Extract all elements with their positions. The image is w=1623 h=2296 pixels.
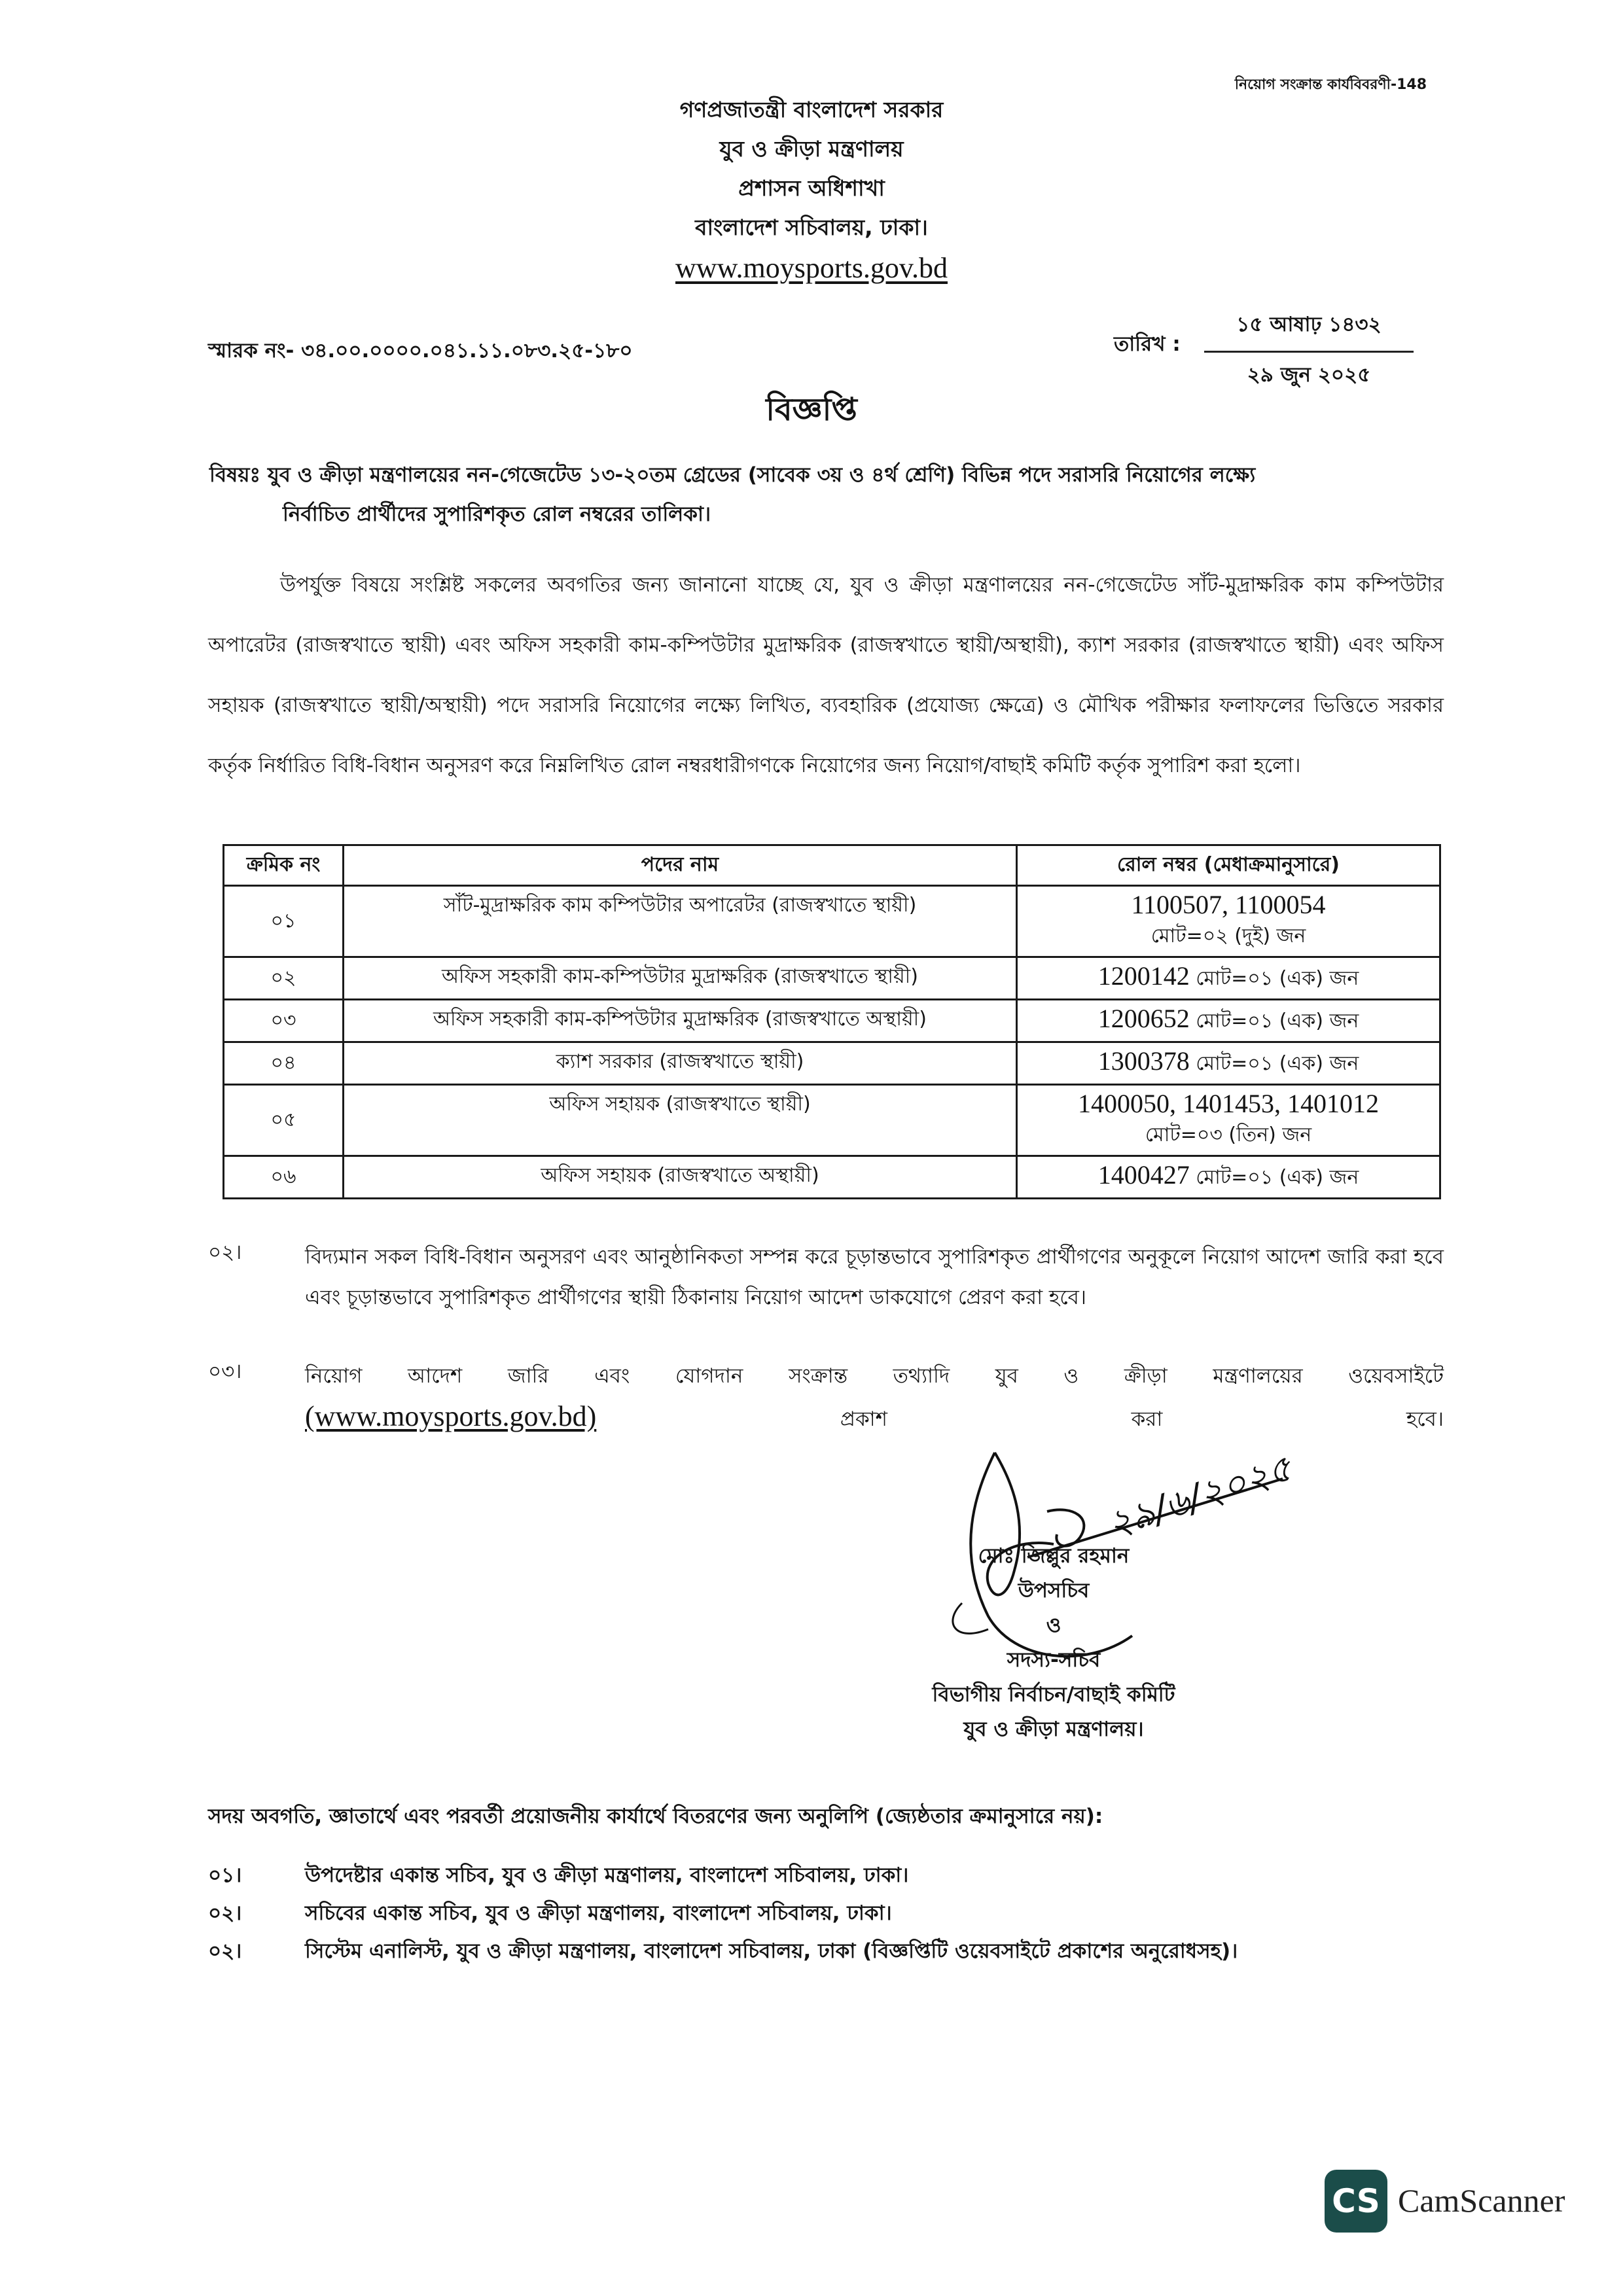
roll-numbers: 1400427	[1097, 1160, 1190, 1190]
website-inline-link[interactable]: (www.moysports.gov.bd)	[305, 1400, 597, 1432]
paragraph-2	[208, 1237, 1444, 1328]
date-bangla: ১৫ আষাঢ় ১৪৩২	[1204, 309, 1414, 353]
table-header-row	[224, 845, 1440, 886]
wing-name: প্রশাসন অধিশাখা	[738, 175, 885, 201]
signatory-committee: বিভাগীয় নির্বাচন/বাছাই কমিটি	[932, 1683, 1175, 1706]
cell-roll	[1017, 1042, 1440, 1085]
signatory-block	[870, 1539, 1237, 1747]
cell-serial: ০১	[224, 886, 344, 957]
list-item-number: ০২।	[208, 1939, 242, 1963]
corner-note: নিয়োগ সংক্রান্ত কার্যবিবরণী-148	[1234, 77, 1427, 93]
col-post: পদের নাম	[344, 845, 1017, 886]
recommendation-table	[223, 844, 1441, 1199]
cell-serial: ০৫	[224, 1085, 344, 1156]
cell-roll	[1017, 886, 1440, 957]
list-item-text: উপদেষ্টার একান্ত সচিব, যুব ও ক্রীড়া মন্ত্রণালয়, বাংলাদেশ সচিবালয়, ঢাকা।	[305, 1863, 909, 1887]
cell-serial: ০২	[224, 957, 344, 1000]
cell-post: ক্যাশ সরকার (রাজস্বখাতে স্থায়ী)	[344, 1042, 1017, 1085]
subject	[209, 455, 1440, 534]
paragraph-2-text: বিদ্যমান সকল বিধি-বিধান অনুসরণ এবং আনুষ্ঠানিকতা সম্পন্ন করে চূড়ান্তভাবে সুপারিশকৃত প্রার্থীগণের অনুকূলে নিয়োগ আদেশ জারি করা হবে এবং চূড়ান্তভাবে সুপারিশকৃত প্রার্থীগণের স্থায়ী ঠিকানায় নিয়োগ আদেশ ডাকযোগে প্রেরণ করা হবে।	[305, 1245, 1444, 1309]
signatory-name: মোঃ জিল্লুর রহমান	[978, 1544, 1130, 1568]
subject-label: বিষয়ঃ	[209, 463, 261, 487]
col-roll: রোল নম্বর (মেধাক্রমানুসারে)	[1017, 845, 1440, 886]
subject-line-2: নির্বাচিত প্রার্থীদের সুপারিশকৃত রোল নম্বরের তালিকা।	[283, 503, 711, 526]
list-item	[208, 1860, 1452, 1898]
table-row	[224, 1042, 1440, 1085]
list-item-text: সচিবের একান্ত সচিব, যুব ও ক্রীড়া মন্ত্রণালয়, বাংলাদেশ সচিবালয়, ঢাকা।	[305, 1901, 892, 1925]
cell-post: অফিস সহায়ক (রাজস্বখাতে অস্থায়ী)	[344, 1156, 1017, 1199]
cell-serial: ০৬	[224, 1156, 344, 1199]
cell-post: সাঁট-মুদ্রাক্ষরিক কাম কম্পিউটার অপারেটর (রাজস্বখাতে স্থায়ী)	[344, 886, 1017, 957]
website-link[interactable]: www.moysports.gov.bd	[675, 252, 948, 284]
roll-numbers: 1200652	[1097, 1004, 1190, 1033]
cell-serial: ০৩	[224, 1000, 344, 1042]
roll-total: মোট=০১ (এক) জন	[1196, 1052, 1359, 1075]
table-row	[224, 1000, 1440, 1042]
copy-distribution-list	[208, 1860, 1452, 1973]
subject-line-1: যুব ও ক্রীড়া মন্ত্রণালয়ের নন-গেজেটেড ১৩-২০তম গ্রেডের (সাবেক ৩য় ও ৪র্থ শ্রেণি) বিভিন্ন পদে সরাসরি নিয়োগের লক্ষ্যে	[267, 463, 1256, 487]
cell-post: অফিস সহকারী কাম-কম্পিউটার মুদ্রাক্ষরিক (রাজস্বখাতে অস্থায়ী)	[344, 1000, 1017, 1042]
letterhead	[0, 90, 1623, 289]
list-item-number: ০২।	[208, 1901, 242, 1925]
cell-post: অফিস সহায়ক (রাজস্বখাতে স্থায়ী)	[344, 1085, 1017, 1156]
cell-roll	[1017, 1000, 1440, 1042]
paragraph-3-text-after: প্রকাশ করা হবে।	[840, 1407, 1444, 1431]
table-row	[224, 1085, 1440, 1156]
roll-total: মোট=০১ (এক) জন	[1196, 1166, 1359, 1189]
paragraph-3-number: ০৩।	[208, 1360, 242, 1383]
roll-total: মোট=০১ (এক) জন	[1196, 967, 1359, 990]
cell-serial: ০৪	[224, 1042, 344, 1085]
roll-numbers: 1200142	[1097, 961, 1190, 991]
list-item-number: ০১।	[208, 1863, 242, 1887]
table-row	[224, 1156, 1440, 1199]
list-item	[208, 1898, 1452, 1935]
list-item-text: সিস্টেম এনালিস্ট, যুব ও ক্রীড়া মন্ত্রণালয়, বাংলাদেশ সচিবালয়, ঢাকা (বিজ্ঞপ্তিটি ওয়েবসাইটে প্রকাশের অনুরোধসহ)।	[305, 1939, 1238, 1963]
camscanner-watermark: CamScanner	[1398, 2182, 1565, 2219]
govt-name: গণপ্রজাতন্ত্রী বাংলাদেশ সরকার	[679, 97, 944, 122]
signatory-ministry: যুব ও ক্রীড়া মন্ত্রণালয়।	[963, 1718, 1144, 1741]
date-block	[1204, 309, 1414, 393]
date-label: তারিখ :	[1114, 332, 1181, 356]
paragraph-2-number: ০২।	[208, 1241, 242, 1264]
list-item	[208, 1935, 1452, 1973]
table-row	[224, 886, 1440, 957]
cell-roll	[1017, 1156, 1440, 1199]
roll-total: মোট=০১ (এক) জন	[1196, 1010, 1359, 1033]
notice-title: বিজ্ঞপ্তি	[766, 391, 857, 428]
roll-numbers: 1100507, 1100054	[1131, 890, 1326, 919]
copy-distribution-heading: সদয় অবগতি, জ্ঞাতার্থে এবং পরবর্তী প্রয়োজনীয় কার্যার্থে বিতরণের জন্য অনুলিপি (জ্যেষ্ঠতার ক্রমানুসারে নয়):	[208, 1805, 1103, 1828]
signature-date: ২৯/৬/২০২৫	[1102, 1447, 1298, 1547]
cell-roll	[1017, 1085, 1440, 1156]
body-paragraph: উপর্যুক্ত বিষয়ে সংশ্লিষ্ট সকলের অবগতির জন্য জানানো যাচ্ছে যে, যুব ও ক্রীড়া মন্ত্রণালয়ের নন-গেজেটেড সাঁট-মুদ্রাক্ষরিক কাম কম্পিউটার অপারেটর (রাজস্বখাতে স্থায়ী) এবং অফিস সহকারী কাম-কম্পিউটার মুদ্রাক্ষরিক (রাজস্বখাতে স্থায়ী/অস্থায়ী), ক্যাশ সরকার (রাজস্বখাতে স্থায়ী) এবং অফিস সহায়ক (রাজস্বখাতে স্থায়ী/অস্থায়ী) পদে সরাসরি নিয়োগের লক্ষ্যে লিখিত, ব্যবহারিক (প্রযোজ্য ক্ষেত্রে) ও মৌখিক পরীক্ষার ফলাফলের ভিত্তিতে সরকার কর্তৃক নির্ধারিত বিধি-বিধান অনুসরণ করে নিম্নলিখিত রোল নম্বরধারীগণকে নিয়োগের জন্য নিয়োগ/বাছাই কমিটি কর্তৃক সুপারিশ করা হলো।	[208, 573, 1444, 777]
roll-numbers: 1400050, 1401453, 1401012	[1078, 1089, 1379, 1118]
signatory-role: সদস্য-সচিব	[1007, 1648, 1101, 1672]
roll-total: মোট=০৩ (তিন) জন	[1145, 1123, 1312, 1146]
date-english: ২৯ জুন ২০২৫	[1247, 363, 1371, 387]
camscanner-logo-icon: CS	[1325, 2170, 1387, 2233]
office-address: বাংলাদেশ সচিবালয়, ঢাকা।	[695, 215, 928, 240]
table-row	[224, 957, 1440, 1000]
col-serial: ক্রমিক নং	[224, 845, 344, 886]
cell-roll	[1017, 957, 1440, 1000]
ministry-name: যুব ও ক্রীড়া মন্ত্রণালয়	[719, 136, 904, 162]
roll-numbers: 1300378	[1097, 1046, 1190, 1076]
signatory-designation: উপসচিব	[1018, 1579, 1090, 1602]
roll-total: মোট=০২ (দুই) জন	[1150, 925, 1306, 947]
cell-post: অফিস সহকারী কাম-কম্পিউটার মুদ্রাক্ষরিক (রাজস্বখাতে স্থায়ী)	[344, 957, 1017, 1000]
paragraph-3-text-before: নিয়োগ আদেশ জারি এবং যোগদান সংক্রান্ত তথ্যাদি যুব ও ক্রীড়া মন্ত্রণালয়ের ওয়েবসাইটে	[305, 1364, 1444, 1388]
signatory-conj: ও	[1046, 1614, 1061, 1637]
memo-number: স্মারক নং- ৩৪.০০.০০০০.০৪১.১১.০৮৩.২৫-১৮০	[208, 339, 633, 362]
